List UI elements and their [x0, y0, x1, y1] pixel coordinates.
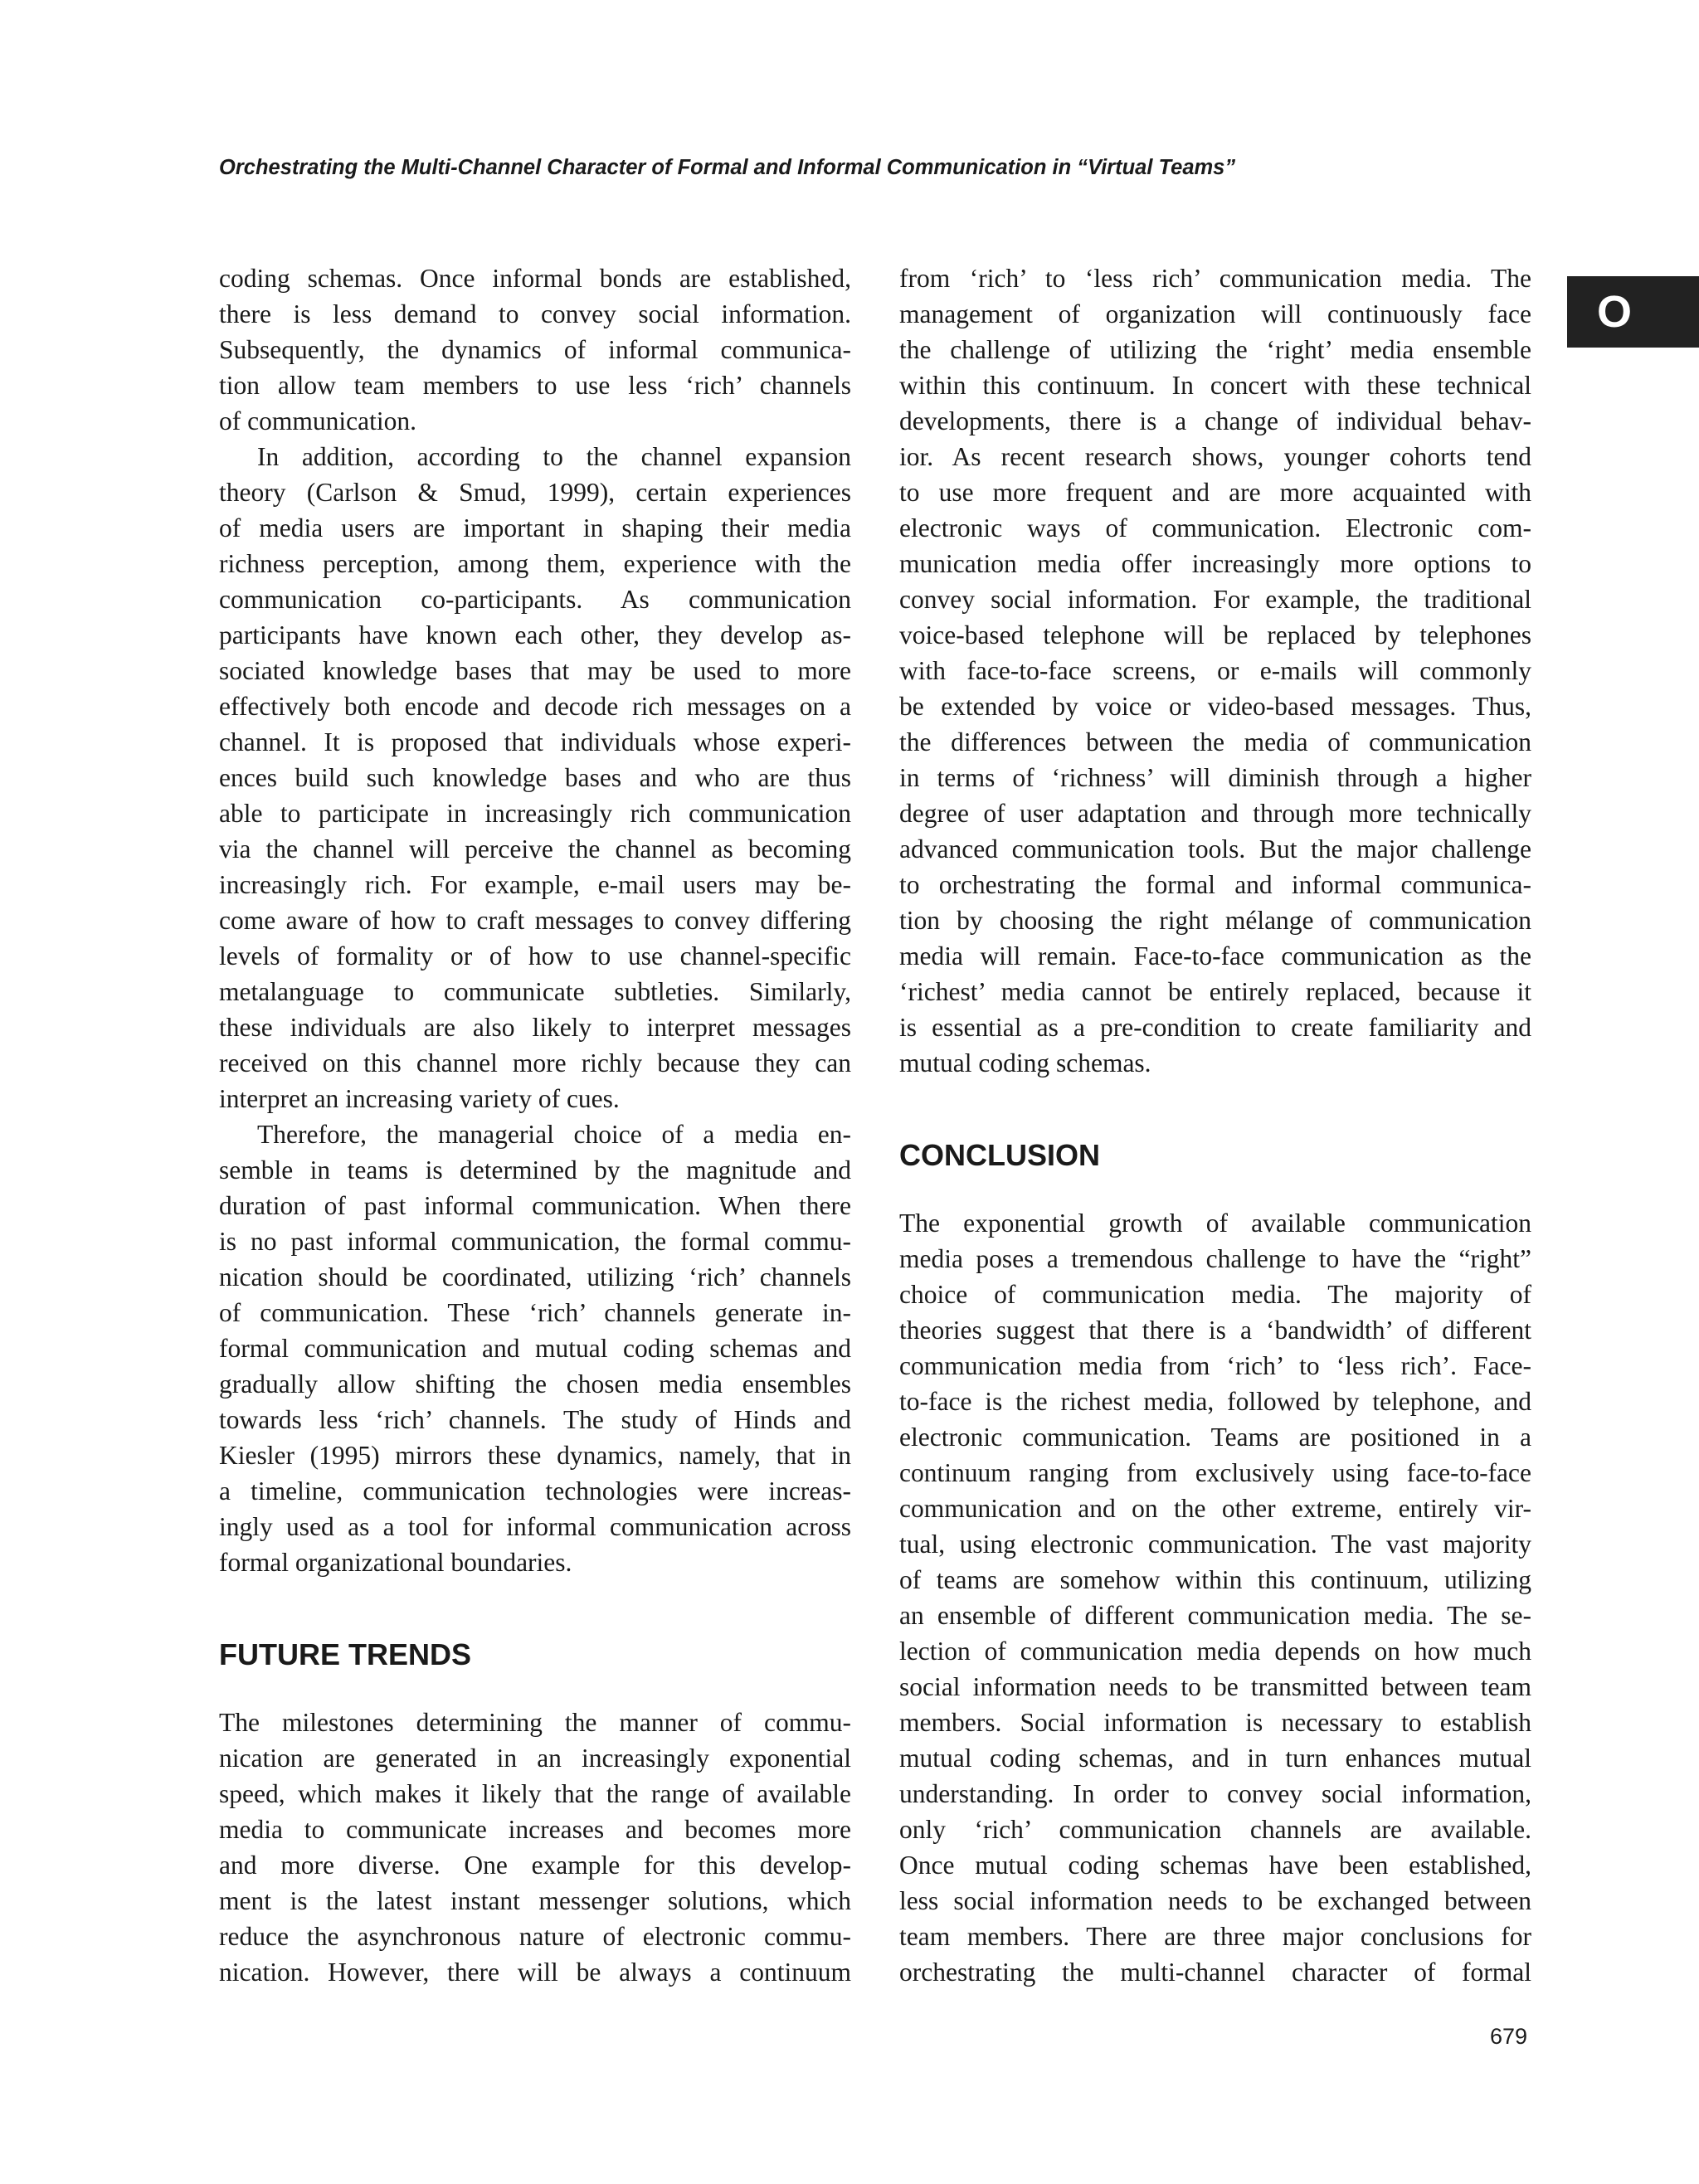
text-line: less social information needs to be exchanged between: [899, 1886, 1531, 1915]
left-paragraph-1: [219, 260, 851, 439]
right-paragraph-1: [899, 260, 1531, 1081]
text-line: richness perception, among them, experience with the: [219, 549, 851, 578]
text-line: mutual coding schemas.: [899, 1048, 1151, 1077]
text-line: tual, using electronic communication. The vast majority: [899, 1530, 1531, 1559]
text-line: ences build such knowledge bases and who are thus: [219, 763, 851, 792]
text-line: an ensemble of different communication media. The se-: [899, 1601, 1531, 1630]
text-line: of teams are somehow within this continuum, utilizing: [899, 1565, 1531, 1594]
text-line: these individuals are also likely to interpret messages: [219, 1013, 851, 1042]
text-line: levels of formality or of how to use channel-specific: [219, 941, 851, 970]
left-paragraph-3: [219, 1116, 851, 1580]
text-line: only ‘rich’ communication channels are available.: [899, 1815, 1531, 1844]
text-line: received on this channel more richly because they can: [219, 1048, 851, 1077]
text-line: The exponential growth of available communication: [899, 1209, 1531, 1238]
text-line: semble in teams is determined by the magnitude and: [219, 1155, 851, 1184]
text-line: nication. However, there will be always a continuum: [219, 1958, 851, 1987]
text-line: reduce the asynchronous nature of electronic commu-: [219, 1922, 851, 1951]
text-line: members. Social information is necessary to establish: [899, 1708, 1531, 1737]
text-line: a timeline, communication technologies were increas-: [219, 1476, 851, 1505]
text-line: lection of communication media depends on how much: [899, 1637, 1531, 1666]
text-line: formal organizational boundaries.: [219, 1548, 572, 1577]
text-line: to-face is the richest media, followed by telephone, and: [899, 1387, 1531, 1416]
text-line: understanding. In order to convey social information,: [899, 1779, 1531, 1808]
text-line: of communication. These ‘rich’ channels generate in-: [219, 1298, 851, 1327]
text-line: speed, which makes it likely that the range of available: [219, 1779, 851, 1808]
text-line: in terms of ‘richness’ will diminish through a higher: [899, 763, 1531, 792]
text-line: Therefore, the managerial choice of a media en-: [257, 1120, 851, 1149]
text-line: theory (Carlson & Smud, 1999), certain experiences: [219, 478, 851, 507]
spacer: [219, 1680, 851, 1705]
text-line: Subsequently, the dynamics of informal communica-: [219, 335, 851, 364]
spacer: [899, 1180, 1531, 1205]
left-paragraph-2: [219, 439, 851, 1116]
text-line: towards less ‘rich’ channels. The study of Hinds and: [219, 1405, 851, 1434]
text-line: of communication.: [219, 406, 416, 435]
text-line: social information needs to be transmitted between team: [899, 1672, 1531, 1701]
text-line: choice of communication media. The majority of: [899, 1280, 1531, 1309]
running-head: Orchestrating the Multi-Channel Character of Formal and Informal Communication in “Virtual Teams”: [219, 156, 1236, 179]
left-paragraph-4: [219, 1705, 851, 1990]
text-line: nication should be coordinated, utilizing ‘rich’ channels: [219, 1262, 851, 1291]
page-number: 679: [1490, 2024, 1528, 2049]
text-line: formal communication and mutual coding schemas and: [219, 1334, 851, 1363]
text-line: Kiesler (1995) mirrors these dynamics, namely, that in: [219, 1441, 851, 1470]
text-line: is no past informal communication, the formal commu-: [219, 1227, 851, 1256]
text-line: the challenge of utilizing the ‘right’ media ensemble: [899, 335, 1531, 364]
text-line: able to participate in increasingly rich communication: [219, 799, 851, 828]
section-tab: [1567, 276, 1699, 348]
text-line: communication and on the other extreme, entirely vir-: [899, 1494, 1531, 1523]
text-line: communication media from ‘rich’ to ‘less rich’. Face-: [899, 1351, 1531, 1380]
text-line: from ‘rich’ to ‘less rich’ communication media. The: [899, 264, 1531, 293]
text-line: media poses a tremendous challenge to have the “right”: [899, 1244, 1531, 1273]
section-heading-conclusion: CONCLUSION: [899, 1138, 1100, 1172]
text-line: advanced communication tools. But the major challenge: [899, 834, 1531, 863]
right-paragraph-2: [899, 1205, 1531, 1990]
text-line: sociated knowledge bases that may be used to more: [219, 656, 851, 685]
text-line: channel. It is proposed that individuals whose experi-: [219, 727, 851, 756]
text-line: be extended by voice or video-based messages. Thus,: [899, 692, 1531, 721]
text-line: voice-based telephone will be replaced by telephones: [899, 620, 1531, 649]
text-line: duration of past informal communication. When there: [219, 1191, 851, 1220]
spacer: [219, 1580, 851, 1630]
text-line: interpret an increasing variety of cues.: [219, 1084, 620, 1113]
text-line: effectively both encode and decode rich messages on a: [219, 692, 851, 721]
text-line: convey social information. For example, the traditional: [899, 585, 1531, 614]
text-line: management of organization will continuously face: [899, 299, 1531, 328]
text-line: tion allow team members to use less ‘rich’ channels: [219, 371, 851, 400]
text-line: ‘richest’ media cannot be entirely replaced, because it: [899, 977, 1531, 1006]
section-tab-letter: O: [1597, 287, 1633, 337]
text-line: media will remain. Face-to-face communication as the: [899, 941, 1531, 970]
section-heading-future-trends: FUTURE TRENDS: [219, 1637, 471, 1671]
text-line: gradually allow shifting the chosen media ensembles: [219, 1369, 851, 1398]
text-line: electronic ways of communication. Electronic com-: [899, 513, 1531, 542]
text-line: coding schemas. Once informal bonds are established,: [219, 264, 851, 293]
text-line: come aware of how to craft messages to convey differing: [219, 906, 851, 935]
text-line: electronic communication. Teams are positioned in a: [899, 1423, 1531, 1452]
text-line: there is less demand to convey social information.: [219, 299, 851, 328]
text-line: Once mutual coding schemas have been established,: [899, 1851, 1531, 1880]
text-line: continuum ranging from exclusively using face-to-face: [899, 1458, 1531, 1487]
text-line: to orchestrating the formal and informal communica-: [899, 870, 1531, 899]
text-line: ingly used as a tool for informal communication across: [219, 1512, 851, 1541]
text-line: munication media offer increasingly more options to: [899, 549, 1531, 578]
text-line: developments, there is a change of individual behav-: [899, 406, 1531, 435]
text-line: increasingly rich. For example, e-mail users may be-: [219, 870, 851, 899]
text-line: metalanguage to communicate subtleties. Similarly,: [219, 977, 851, 1006]
text-line: to use more frequent and are more acquainted with: [899, 478, 1531, 507]
text-line: nication are generated in an increasingly exponential: [219, 1744, 851, 1773]
text-line: participants have known each other, they develop as-: [219, 620, 851, 649]
spacer: [899, 1081, 1531, 1131]
text-line: is essential as a pre-condition to create familiarity and: [899, 1013, 1531, 1042]
text-line: ment is the latest instant messenger solutions, which: [219, 1886, 851, 1915]
text-line: mutual coding schemas, and in turn enhances mutual: [899, 1744, 1531, 1773]
text-line: communication co-participants. As communication: [219, 585, 851, 614]
text-line: In addition, according to the channel expansion: [257, 442, 851, 471]
text-line: with face-to-face screens, or e-mails will commonly: [899, 656, 1531, 685]
text-line: tion by choosing the right mélange of communication: [899, 906, 1531, 935]
text-line: and more diverse. One example for this develop-: [219, 1851, 851, 1880]
text-line: The milestones determining the manner of commu-: [219, 1708, 851, 1737]
text-line: via the channel will perceive the channel as becoming: [219, 834, 851, 863]
text-line: orchestrating the multi-channel character of formal: [899, 1958, 1531, 1987]
text-line: within this continuum. In concert with these technical: [899, 371, 1531, 400]
right-column: [899, 260, 1531, 1990]
text-line: of media users are important in shaping their media: [219, 513, 851, 542]
left-column: [219, 260, 851, 1990]
text-line: degree of user adaptation and through more technically: [899, 799, 1531, 828]
text-line: team members. There are three major conclusions for: [899, 1922, 1531, 1951]
text-line: theories suggest that there is a ‘bandwidth’ of different: [899, 1316, 1531, 1345]
text-line: media to communicate increases and becomes more: [219, 1815, 851, 1844]
text-line: ior. As recent research shows, younger cohorts tend: [899, 442, 1531, 471]
text-line: the differences between the media of communication: [899, 727, 1531, 756]
